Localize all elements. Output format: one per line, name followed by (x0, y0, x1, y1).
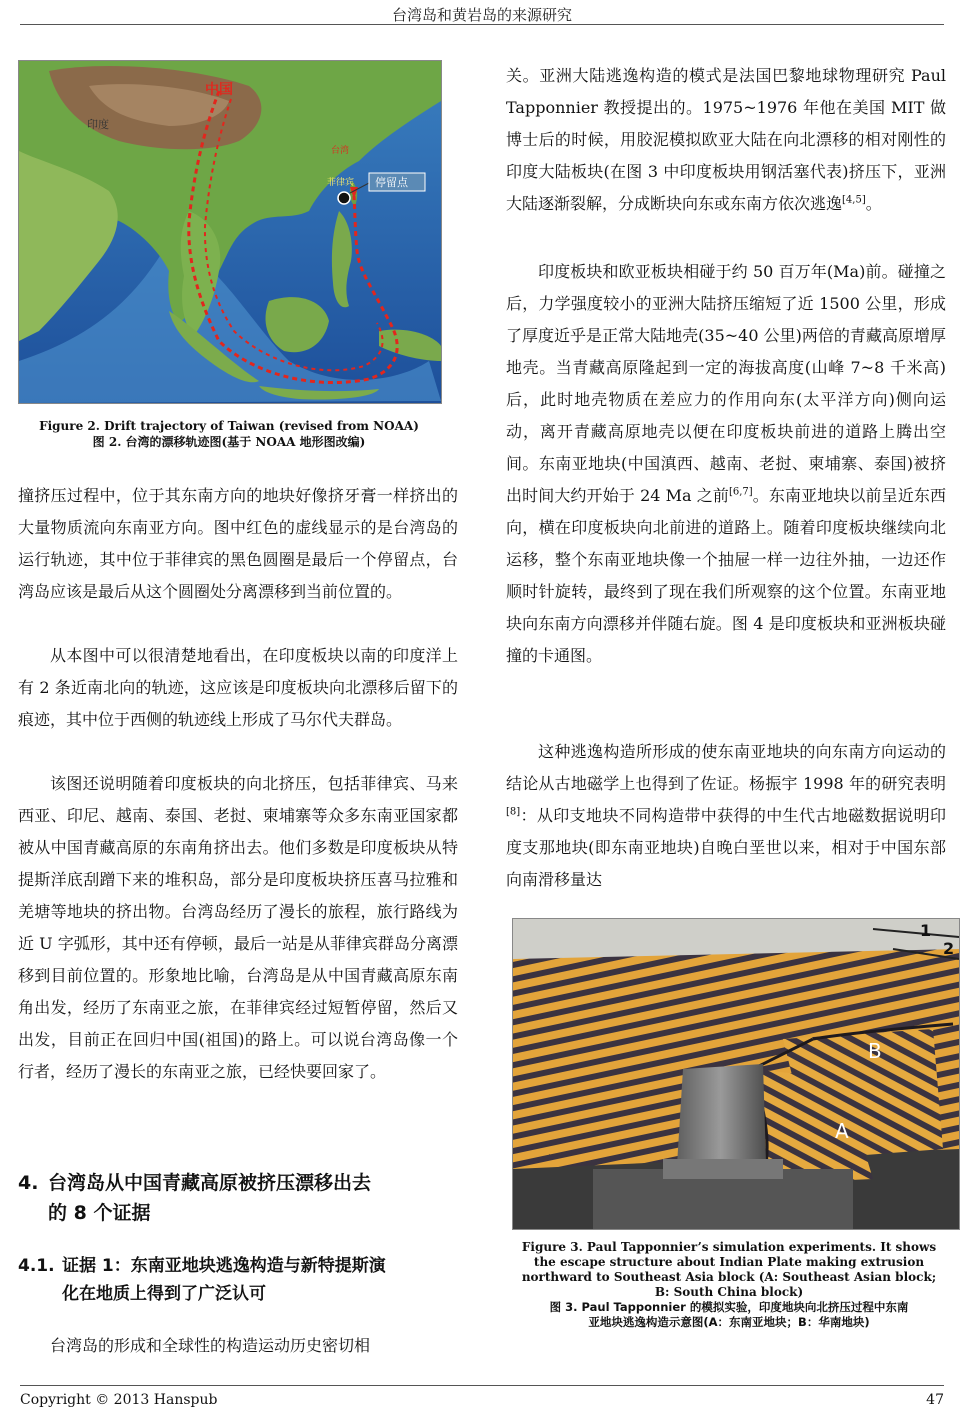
footer-rule (20, 1385, 944, 1386)
figure3-caption-en-1: Figure 3. Paul Tapponnier’s simulation experiments. It shows (521, 1240, 937, 1254)
footer-page-number: 47 (926, 1392, 944, 1408)
figure3-caption-zh-2: 亚地块逃逸构造示意图(A：东南亚地块；B：华南地块) (588, 1315, 870, 1329)
map-label-philippines: 菲律宾 (327, 178, 355, 188)
citation-8: [8] (506, 806, 521, 818)
section-4-title-line2: 的 8 个证据 (48, 1202, 151, 1224)
map-label-india: 印度 (87, 118, 109, 131)
figure3-caption-en-2: the escape structure about Indian Plate making extrusion (533, 1255, 925, 1269)
map-label-taiwan: 台湾 (331, 146, 350, 156)
figure2-caption-zh: 图 2. 台湾的漂移轨迹图(基于 NOAA 地形图改编) (92, 435, 366, 449)
section-4-1-number: 4.1. (18, 1256, 55, 1276)
right-paragraph-1: 关。亚洲大陆逃逸构造的模式是法国巴黎地球物理研究 Paul Tapponnier 教授提出的。1975~1976 年他在美国 MIT 做博士后的时候，用胶泥模拟欧亚大陆在向北漂移的相对刚性的印度大陆板块(在图 3 中印度板块用钢活塞代表)挤压下，亚洲大陆逐渐裂解，分成断块向东或东南方依次逃逸[4,5]。 (506, 66, 946, 213)
figure3-caption-zh-1: 图 3. Paul Tapponnier 的模拟实验，印度地块向北挤压过程中东南 (549, 1300, 909, 1314)
left-paragraph-2: 从本图中可以很清楚地看出，在印度板块以南的印度洋上有 2 条近南北向的轨迹，这应该是印度板块向北漂移后留下的痕迹，其中位于西侧的轨迹线上形成了马尔代夫群岛。 (18, 646, 458, 729)
figure3-label-a: A (835, 1119, 849, 1143)
figure3-label-b: B (868, 1039, 882, 1063)
right-paragraph-3: 这种逃逸构造所形成的使东南亚地块的向东南方向运动的结论从古地磁学上也得到了佐证。杨振宇 1998 年的研究表明[8]：从印支地块不同构造带中获得的中生代古地磁数据说明印度支那地块(即东南亚地块)自晚白垩世以来，相对于中国东部向南滑移量达 (506, 742, 946, 889)
header-rule (20, 24, 944, 25)
map-label-stop-point: 停留点 (375, 176, 408, 189)
stop-point-marker (338, 192, 350, 204)
left-paragraph-last: 台湾岛的形成和全球性的构造运动历史密切相 (50, 1336, 371, 1355)
section-4-heading (18, 1168, 458, 1228)
running-head: 台湾岛和黄岩岛的来源研究 (391, 6, 572, 24)
simulation-photo (513, 919, 959, 1229)
left-paragraph-1: 撞挤压过程中，位于其东南方向的地块好像挤牙膏一样挤出的大量物质流向东南亚方向。图中红色的虚线显示的是台湾岛的运行轨迹，其中位于菲律宾的黑色圆圈是最后一个停留点，台湾岛应该是最后从这个圆圈处分离漂移到当前位置的。 (18, 486, 458, 601)
citation-6-7: [6,7] (728, 486, 753, 498)
section-4-1-heading (18, 1252, 458, 1308)
figure3-caption (506, 1240, 952, 1330)
section-4-1-title-line2: 化在地质上得到了广泛认可 (62, 1284, 266, 1304)
footer-copyright: Copyright © 2013 Hanspub (20, 1392, 218, 1408)
left-paragraph-3: 该图还说明随着印度板块的向北挤压，包括菲律宾、马来西亚、印尼、越南、泰国、老挝、柬埔寨等众多东南亚国家都被从中国青藏高原的东南角挤出去。他们多数是印度板块从特提斯洋底刮蹭下来的堆积岛，部分是印度板块挤压喜马拉雅和羌塘等地块的挤出物。台湾岛经历了漫长的旅程，旅行路线为近 U 字弧形，其中还有停顿，最后一站是从菲律宾群岛分离漂移到目前位置的。形象地比喻，台湾岛是从中国青藏高原东南角出发，经历了东南亚之旅，在菲律宾经过短暂停留，然后又出发，目前正在回归中国(祖国)的路上。可以说台湾岛像一个行者，经历了漫长的东南亚之旅，已经快要回家了。 (18, 774, 458, 1081)
right-paragraph-2: 印度板块和欧亚板块相碰于约 50 百万年(Ma)前。碰撞之后，力学强度较小的亚洲大陆挤压缩短了近 1500 公里，形成了厚度近乎是正常大陆地壳(35~40 公里)两倍的青藏高原增厚地壳。当青藏高原隆起到一定的海拔高度(山峰 7~8 千米高)后，此时地壳物质在差应力的作用向东(太平洋方向)侧向运动，离开青藏高原地壳以便在印度板块前进的道路上腾出空间。东南亚地块(中国滇西、越南、老挝、柬埔寨、泰国)被挤出时间大约开始于 24 Ma 之前[6,7]。东南亚地块以前呈近东西向，横在印度板块向北前进的道路上。随着印度板块继续向北运移，整个东南亚地块像一个抽屉一样一边往外抽，一边还作顺时针旋转，最终到了现在我们所观察的这个位置。东南亚地块向东南方向漂移并伴随右旋。图 4 是印度板块和亚洲板块碰撞的卡通图。 (506, 262, 946, 665)
figure3-label-1: 1 (920, 921, 932, 940)
section-4-number: 4. (18, 1172, 39, 1194)
figure3-caption-en-4: B: South China block) (654, 1285, 804, 1299)
map-label-china: 中国 (205, 82, 233, 98)
figure2-caption-en: Figure 2. Drift trajectory of Taiwan (revised from NOAA) (39, 419, 419, 433)
citation-4-5: [4,5] (842, 194, 866, 206)
figure3-label-2: 2 (943, 939, 955, 958)
figure3-caption-en-3: northward to Southeast Asia block (A: Southeast Asian block; (521, 1270, 937, 1284)
section-4-title-line1: 台湾岛从中国青藏高原被挤压漂移出去 (48, 1172, 372, 1194)
figure2-map (18, 60, 442, 404)
section-4-1-title-line1: 证据 1：东南亚地块逃逸构造与新特提斯演 (62, 1256, 386, 1276)
topographic-map (19, 61, 441, 403)
figure3-photo (512, 918, 960, 1230)
